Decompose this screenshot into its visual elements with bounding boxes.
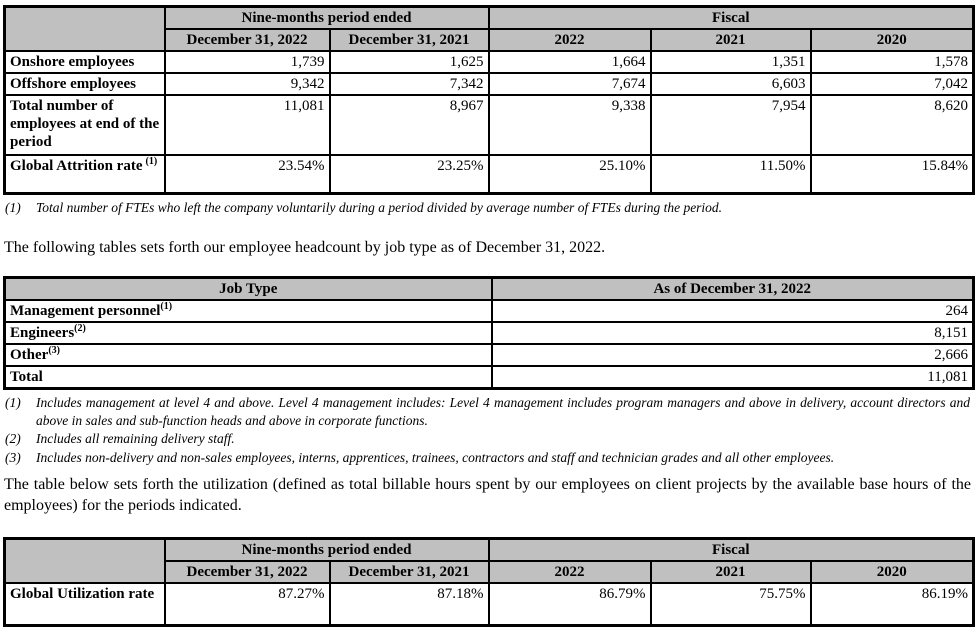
group-header-nine-months: Nine-months period ended	[165, 7, 489, 30]
table-cell: 7,042	[811, 73, 974, 95]
column-header: 2020	[811, 561, 974, 583]
headcount-intro-paragraph: The following tables sets forth our employee headcount by job type as of December 31, 2022.	[4, 239, 606, 256]
headcount-footnotes	[3, 394, 972, 466]
column-header: December 31, 2022	[165, 561, 330, 583]
attrition-footnotes	[3, 199, 972, 217]
column-header-as-of-date: As of December 31, 2022	[492, 278, 974, 301]
footnote-marker: (2)	[5, 431, 21, 446]
table-cell: 11.50%	[651, 155, 811, 193]
column-header: December 31, 2021	[330, 29, 489, 51]
table-cell: 8,967	[330, 95, 489, 155]
utilization-intro-paragraph: The table below sets forth the utilization (defined as total billable hours spent by our employees on client projects by the available base hours of the employees) for the periods indicated.	[4, 476, 971, 514]
table-cell: 87.27%	[165, 583, 330, 625]
table-cell: 1,578	[811, 51, 974, 73]
table-row	[5, 366, 974, 389]
footnote	[3, 449, 972, 467]
table-cell: 87.18%	[330, 583, 489, 625]
row-label: Global Attrition rate $^{(1)}$	[5, 155, 165, 193]
footnote-ref: (1)	[160, 301, 173, 312]
group-header-fiscal: Fiscal	[489, 7, 974, 30]
table-cell: 7,342	[330, 73, 489, 95]
table-cell: 7,674	[489, 73, 651, 95]
column-header: 2022	[489, 29, 651, 51]
table-row	[5, 583, 974, 625]
row-label: Total number of employees at end of the period	[5, 95, 165, 155]
row-label: Management personnel$^{(1)}$	[5, 300, 492, 322]
column-header-job-type: Job Type	[5, 278, 492, 301]
footnote-ref: (1)	[145, 156, 158, 167]
footnote-ref: (2)	[74, 323, 86, 334]
footnote-marker: (1)	[5, 395, 21, 410]
footnote-text: Total number of FTEs who left the company voluntarily during a period divided by average number of FTEs during the period.	[36, 199, 723, 215]
attrition-table	[3, 5, 975, 195]
column-header: 2021	[651, 561, 811, 583]
table-row	[5, 155, 974, 193]
row-label: Onshore employees	[5, 51, 165, 73]
column-header: December 31, 2022	[165, 29, 330, 51]
footnote-text: Includes all remaining delivery staff.	[36, 431, 235, 446]
table-cell: 6,603	[651, 73, 811, 95]
column-header-row	[5, 278, 974, 301]
footnote-marker: (1)	[5, 199, 21, 215]
table-cell: 86.79%	[489, 583, 651, 625]
empty-corner-cell	[5, 539, 165, 584]
table-cell: 1,664	[489, 51, 651, 73]
column-header: 2020	[811, 29, 974, 51]
table-cell: 1,739	[165, 51, 330, 73]
column-header: 2021	[651, 29, 811, 51]
table-cell: 86.19%	[811, 583, 974, 625]
row-label: Engineers$^{(2)}$	[5, 322, 492, 344]
footnote	[3, 430, 972, 448]
table-cell: 1,351	[651, 51, 811, 73]
group-header-row	[5, 539, 974, 562]
headcount-table	[3, 276, 975, 390]
group-header-row	[5, 7, 974, 30]
group-header-fiscal: Fiscal	[489, 539, 974, 562]
footnote-text: Includes non-delivery and non-sales employees, interns, apprentices, trainees, contractors and staff and technician grades and all other employees.	[36, 449, 835, 465]
column-header: 2022	[489, 561, 651, 583]
table-cell: 11,081	[165, 95, 330, 155]
table-cell: 75.75%	[651, 583, 811, 625]
row-label: Total	[5, 366, 492, 389]
row-label: Offshore employees	[5, 73, 165, 95]
footnote-ref: (3)	[48, 345, 60, 356]
table-cell: 8,620	[811, 95, 974, 155]
footnote-marker: (3)	[5, 449, 21, 465]
table-cell: 2,666	[492, 344, 974, 366]
table-cell: 25.10%	[489, 155, 651, 193]
empty-corner-cell	[5, 7, 165, 52]
group-header-nine-months: Nine-months period ended	[165, 539, 489, 562]
table-cell: 23.25%	[330, 155, 489, 193]
row-label: Other$^{(3)}$	[5, 344, 492, 366]
column-header: December 31, 2021	[330, 561, 489, 583]
table-cell: 11,081	[492, 366, 974, 389]
table-row	[5, 51, 974, 73]
table-row	[5, 344, 974, 366]
utilization-table	[3, 537, 975, 627]
table-row	[5, 300, 974, 322]
footnote-text: Includes management at level 4 and above. Level 4 management includes: Level 4 management includes program managers and above in delivery, account directors and above in sales and sub-function heads and above in corporate functions.	[36, 395, 970, 428]
row-label: Global Utilization rate	[5, 583, 165, 625]
table-row	[5, 95, 974, 155]
table-cell: 264	[492, 300, 974, 322]
table-cell: 9,338	[489, 95, 651, 155]
table-cell: 23.54%	[165, 155, 330, 193]
table-cell: 7,954	[651, 95, 811, 155]
table-cell: 8,151	[492, 322, 974, 344]
table-row	[5, 322, 974, 344]
table-cell: 9,342	[165, 73, 330, 95]
table-cell: 1,625	[330, 51, 489, 73]
footnote	[3, 394, 972, 429]
table-row	[5, 73, 974, 95]
footnote	[3, 199, 972, 217]
table-cell: 15.84%	[811, 155, 974, 193]
